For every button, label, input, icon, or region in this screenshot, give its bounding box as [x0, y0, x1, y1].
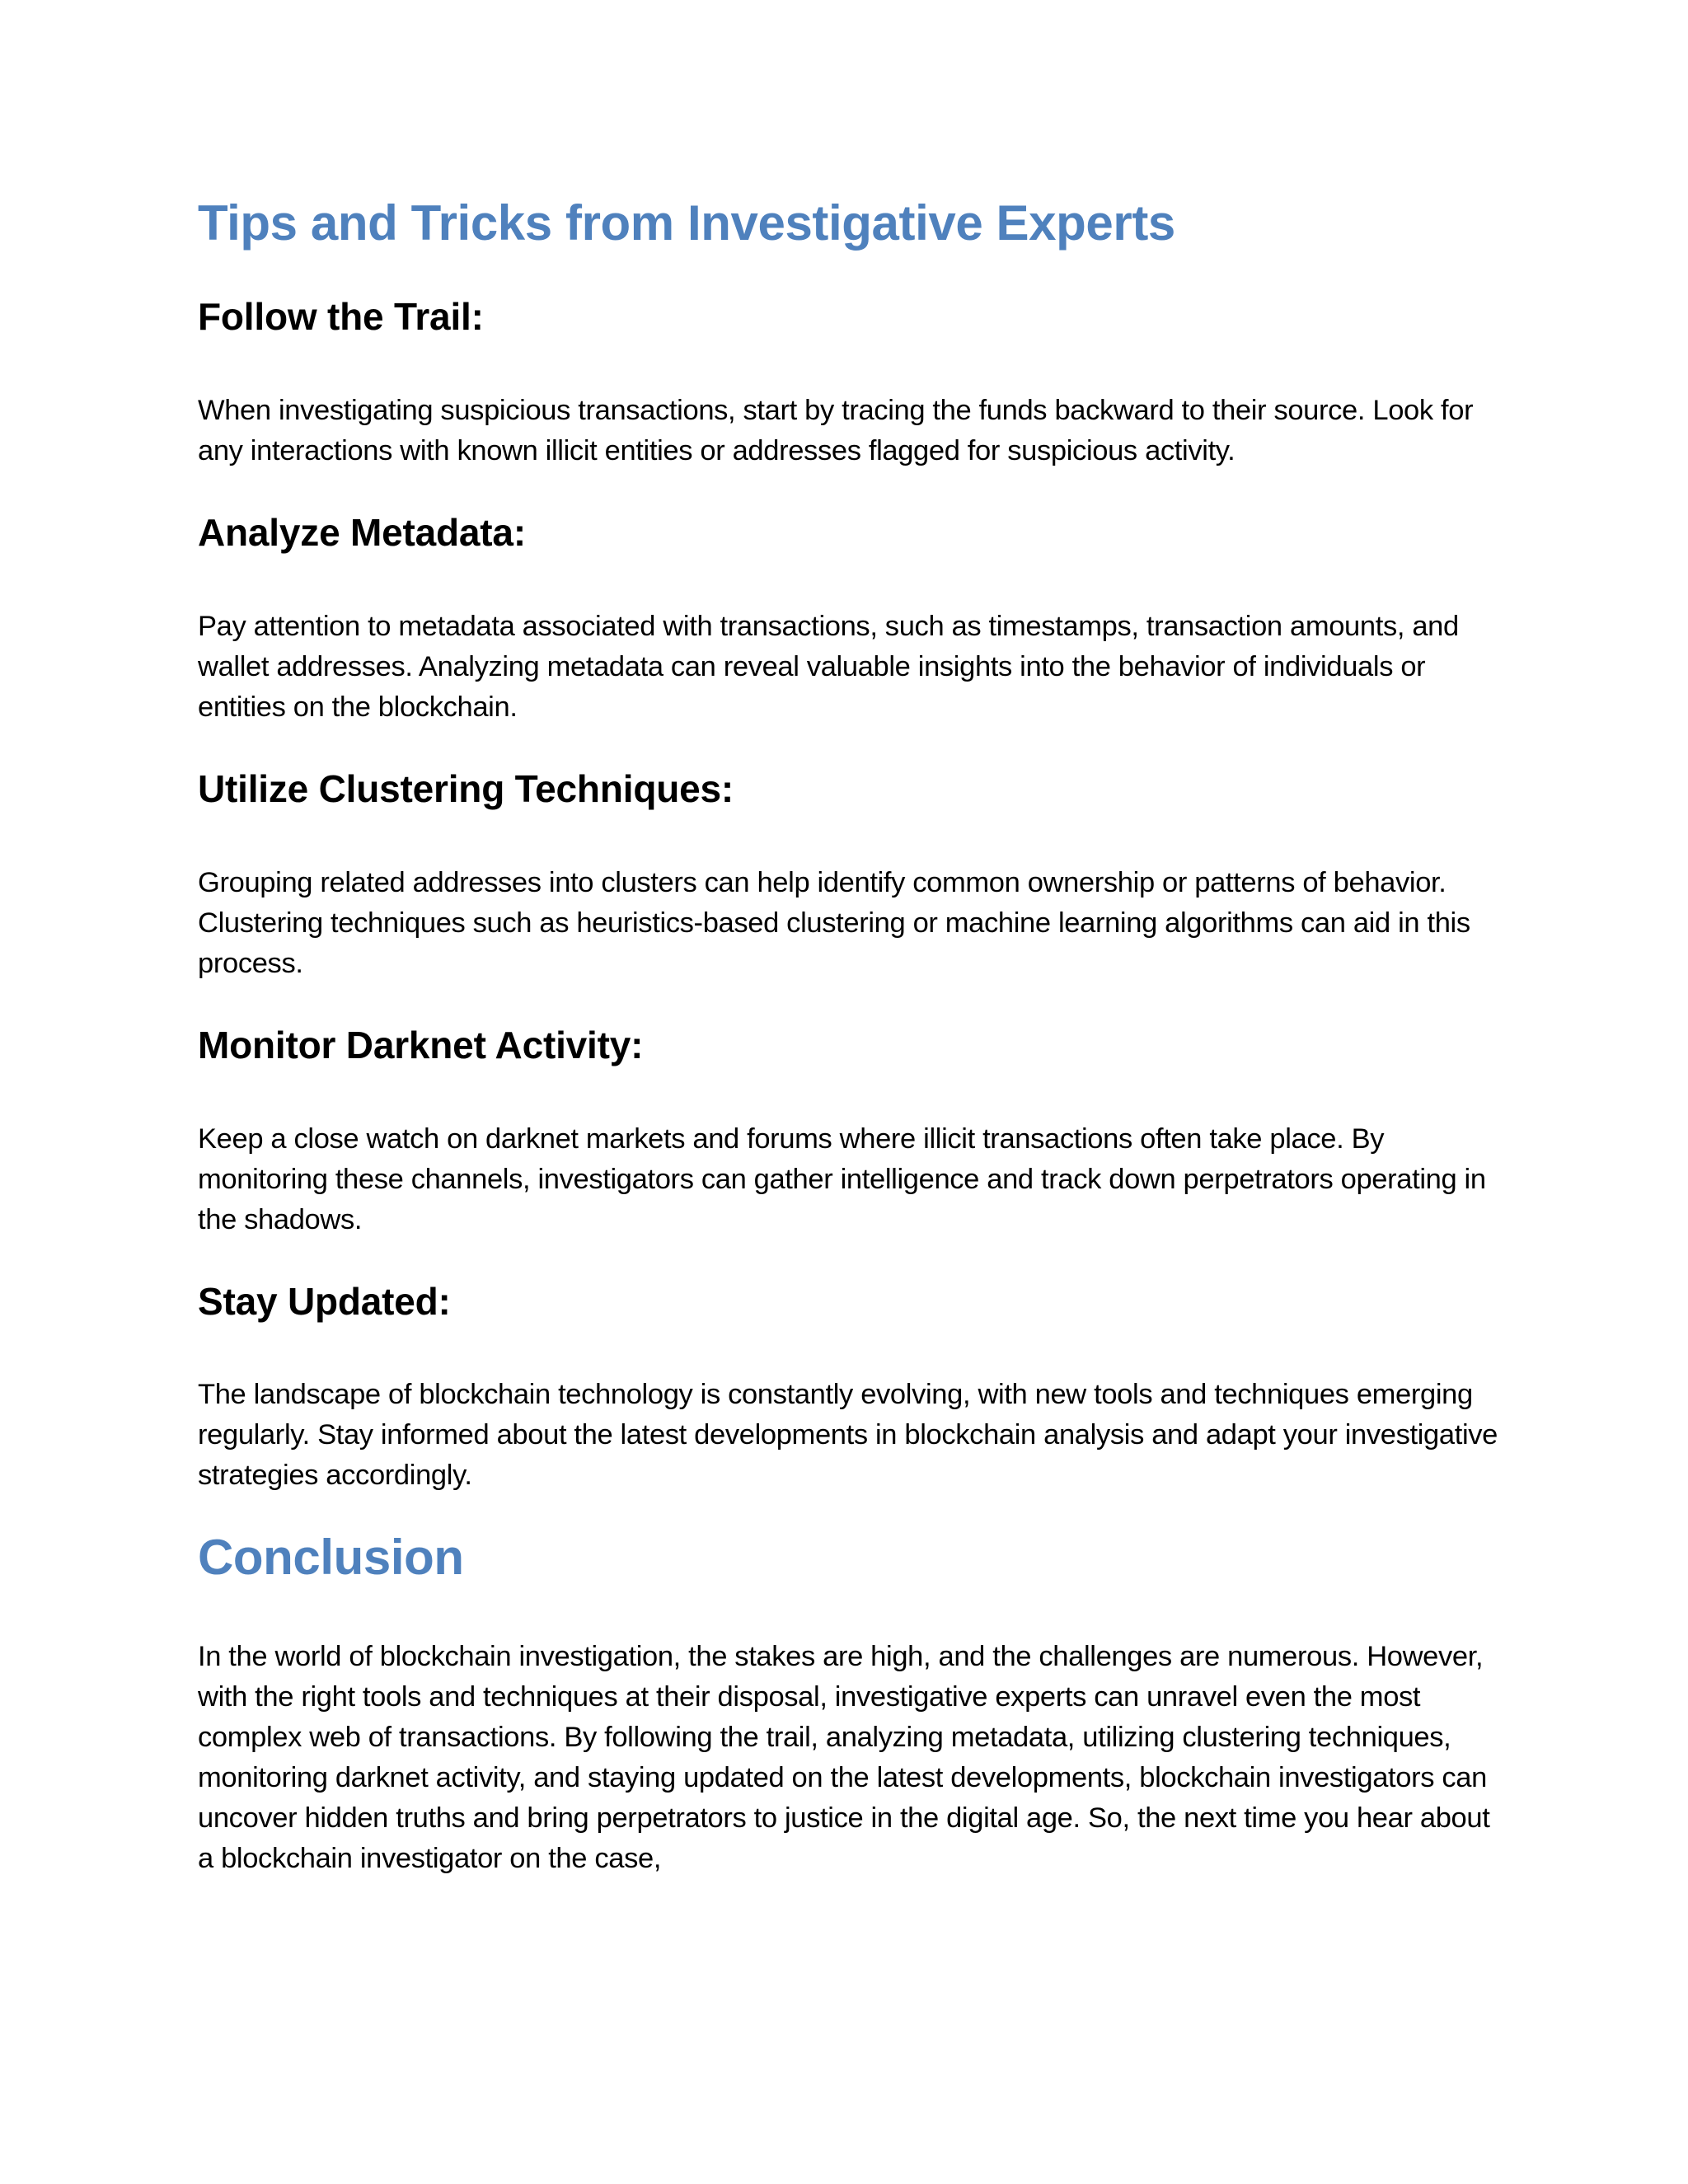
section-body-analyze-metadata: Pay attention to metadata associated with transactions, such as timestamps, transaction amounts, and wallet addresses. Analyzing metadata can reveal valuable insights into the behavior of individuals or entities on the blockchain.: [198, 610, 1459, 723]
section-body-utilize-clustering-techniques: Grouping related addresses into clusters can help identify common ownership or patterns of behavior. Clustering techniques such as heuristics-based clustering or machine learning algorithms can aid in this process.: [198, 866, 1470, 979]
section-heading-follow-the-trail: Follow the Trail:: [198, 295, 484, 338]
conclusion-heading: Conclusion: [198, 1530, 464, 1586]
section-body-monitor-darknet-activity: Keep a close watch on darknet markets and forums where illicit transactions often take place. By monitoring these channels, investigators can gather intelligence and track down perpetrators operating in the shadows.: [198, 1122, 1486, 1235]
section-heading-stay-updated: Stay Updated:: [198, 1279, 451, 1323]
section-heading-analyze-metadata: Analyze Metadata:: [198, 510, 526, 554]
conclusion-body: In the world of blockchain investigation, the stakes are high, and the challenges are numerous. However, with the right tools and techniques at their disposal, investigative experts can unravel even the most complex web of transactions. By following the trail, analyzing metadata, utilizing clustering techniques, monitoring darknet activity, and staying updated on the latest developments, blockchain investigators can uncover hidden truths and bring perpetrators to justice in the digital age. So, the next time you hear about a blockchain investigator on the case,: [198, 1641, 1490, 1875]
document-content: [198, 196, 1500, 1879]
section-body-follow-the-trail: When investigating suspicious transactions, start by tracing the funds backward to their source. Look for any interactions with known illicit entities or addresses flagged for suspicious activity.: [198, 394, 1474, 466]
section-body-stay-updated: The landscape of blockchain technology is constantly evolving, with new tools and techniques emerging regularly. Stay informed about the latest developments in blockchain analysis and adapt your investigative strategies accordingly.: [198, 1379, 1498, 1492]
section-heading-monitor-darknet-activity: Monitor Darknet Activity:: [198, 1023, 644, 1066]
section-heading-utilize-clustering-techniques: Utilize Clustering Techniques:: [198, 766, 734, 810]
page-title: Tips and Tricks from Investigative Experts: [198, 195, 1175, 251]
